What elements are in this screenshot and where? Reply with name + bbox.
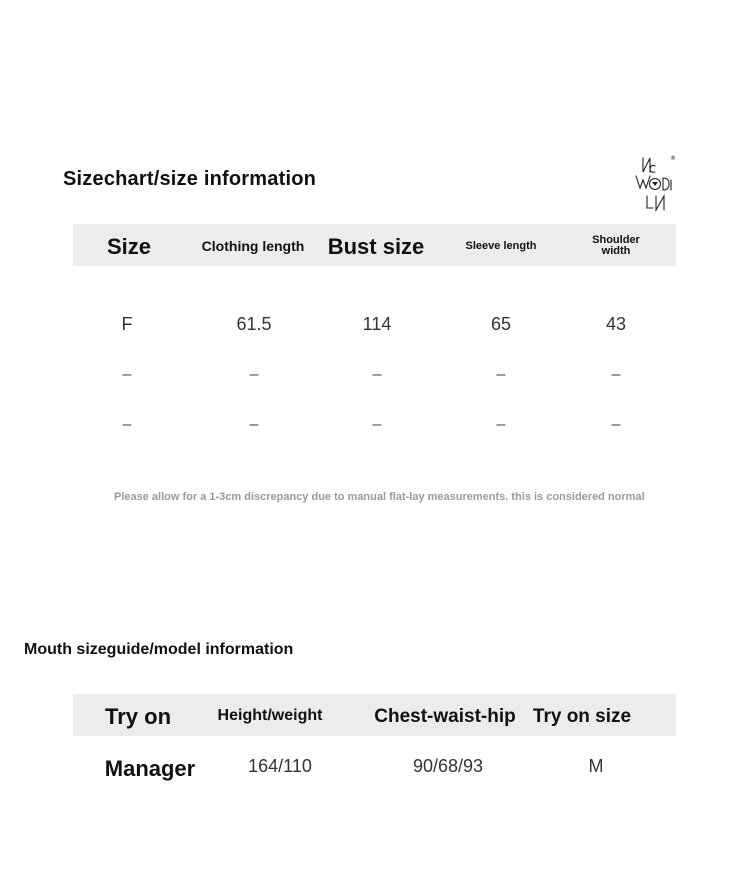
header-clothing-length: Clothing length (201, 238, 305, 254)
header-sleeve-length: Sleeve length (465, 240, 537, 252)
brand-monogram-icon (633, 152, 679, 216)
header-try-on: Try on (104, 704, 172, 729)
table-cell: – (496, 366, 506, 383)
table-cell: – (372, 416, 382, 433)
table-cell: – (611, 416, 621, 433)
table-cell: – (122, 416, 132, 433)
header-height-weight: Height/weight (217, 707, 323, 724)
table-cell: F (121, 314, 133, 334)
header-shoulder-width: Shoulder width (592, 234, 640, 257)
table-cell: 61.5 (236, 314, 272, 334)
header-size: Size (106, 234, 152, 259)
table-cell: 65 (490, 314, 512, 334)
table-cell: 114 (362, 314, 392, 334)
model-name: Manager (104, 756, 196, 781)
table-cell: M (588, 756, 604, 776)
registered-mark: ® (670, 155, 676, 162)
header-bust-size: Bust size (327, 234, 425, 259)
model-info-title: Mouth sizeguide/model information (24, 641, 294, 658)
header-try-on-size: Try on size (532, 706, 632, 727)
table-cell: – (249, 416, 259, 433)
size-chart-title: Sizechart/size information (63, 168, 317, 190)
table-cell: – (611, 366, 621, 383)
table-cell: 43 (605, 314, 627, 334)
table-cell: – (496, 416, 506, 433)
table-cell: 164/110 (248, 756, 312, 776)
table-cell: – (122, 366, 132, 383)
table-cell: – (249, 366, 259, 383)
table-cell: – (372, 366, 382, 383)
measurement-note: Please allow for a 1-3cm discrepancy due to manual flat-lay measurements. this is considered normal (114, 491, 645, 503)
table-cell: 90/68/93 (412, 756, 484, 776)
header-chest-waist-hip: Chest-waist-hip (374, 706, 516, 727)
